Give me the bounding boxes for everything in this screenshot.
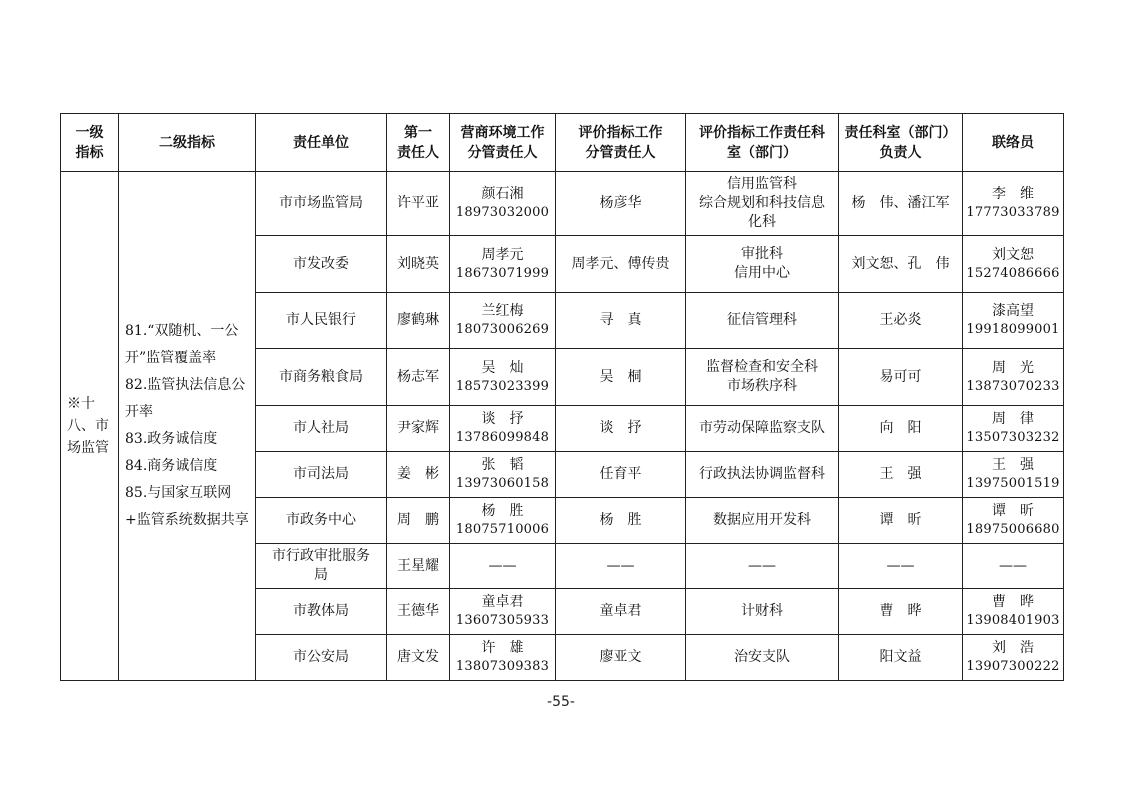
liaison-cell [963,172,1064,236]
env-lead-cell [450,635,556,681]
unit-cell: 市人民银行 [256,293,387,349]
dept-cell: 治安支队 [686,635,839,681]
eval-lead-cell: 廖亚文 [556,635,686,681]
env-lead-cell [450,589,556,635]
eval-lead-cell: 周孝元、傅传贵 [556,236,686,293]
env-lead-name: 兰红梅 [481,303,524,319]
unit-cell: 市商务粮食局 [256,349,387,406]
header-responsible-dept: 评价指标工作责任科 室（部门） [686,114,839,172]
env-lead-name: 吴 灿 [481,359,524,376]
header-level2-indicator: 二级指标 [119,114,256,172]
env-lead-cell [450,172,556,236]
header-liaison: 联络员 [963,114,1064,172]
env-lead-phone: 18573023399 [455,378,550,394]
env-lead-phone: 13607305933 [455,613,550,628]
unit-cell: 市司法局 [256,452,387,498]
dept-head-cell: 杨 伟、潘江军 [839,172,963,236]
liaison-phone: 13907300222 [966,659,1060,674]
env-lead-name: 张 韬 [481,457,524,473]
liaison-phone: 13975001519 [966,476,1060,491]
liaison-cell [963,589,1064,635]
level2-indicator-cell: 81.“双随机、一公开”监管覆盖率 82.监管执法信息公开率 83.政务诚信度 84.商务诚信度 85.与国家互联网+监管系统数据共享 [119,172,256,681]
unit-cell: 市行政审批服务 局 [256,544,387,589]
env-lead-phone: 13786099848 [455,430,550,445]
env-lead-phone: 13807309383 [455,659,550,674]
liaison-name: 王 强 [992,457,1034,473]
liaison-name: 刘文恕 [992,246,1034,263]
dept-head-cell: 向 阳 [839,406,963,452]
dept-cell: 监督检查和安全科 市场秩序科 [686,349,839,406]
page-number: -55- [547,694,575,710]
env-lead-name: 童卓君 [481,594,524,610]
eval-lead-cell: 谈 抒 [556,406,686,452]
eval-lead-cell: 任育平 [556,452,686,498]
header-first-responsible: 第一 责任人 [387,114,450,172]
unit-cell: 市市场监管局 [256,172,387,236]
first-responsible-cell: 廖鹤琳 [387,293,450,349]
eval-lead-cell: 杨 胜 [556,498,686,544]
first-responsible-cell: 刘晓英 [387,236,450,293]
dept-head-cell: 王 强 [839,452,963,498]
env-lead-name: 许 雄 [481,640,524,656]
responsibility-table-container [60,113,1063,681]
liaison-cell [963,349,1064,406]
eval-lead-cell: 杨彦华 [556,172,686,236]
eval-lead-cell: 童卓君 [556,589,686,635]
dept-head-cell: 王必炎 [839,293,963,349]
eval-lead-cell: 寻 真 [556,293,686,349]
unit-cell: 市政务中心 [256,498,387,544]
dept-head-cell: 刘文恕、孔 伟 [839,236,963,293]
env-lead-name: 颜石湘 [481,186,524,202]
unit-cell: 市人社局 [256,406,387,452]
dept-head-cell: 谭 昕 [839,498,963,544]
first-responsible-cell: 周 鹏 [387,498,450,544]
env-lead-cell [450,293,556,349]
header-business-env-lead: 营商环境工作 分管责任人 [450,114,556,172]
dept-head-cell: 易可可 [839,349,963,406]
liaison-phone: 18975006680 [966,522,1060,537]
dept-cell: —— [686,544,839,589]
liaison-phone: 13873070233 [966,378,1060,394]
first-responsible-cell: 王星耀 [387,544,450,589]
dept-cell: 信用监管科 综合规划和科技信息 化科 [686,172,839,236]
liaison-name: 谭 昕 [992,503,1034,519]
liaison-cell [963,452,1064,498]
env-lead-cell [450,236,556,293]
env-lead-phone: 18673071999 [455,265,550,281]
eval-lead-cell: —— [556,544,686,589]
dept-head-cell: 阳文益 [839,635,963,681]
env-lead-cell [450,544,556,589]
liaison-cell [963,498,1064,544]
dept-head-cell: 曹 晔 [839,589,963,635]
liaison-cell [963,406,1064,452]
dept-head-cell: —— [839,544,963,589]
liaison-name: 漆高望 [992,303,1034,319]
liaison-name: 周 律 [992,411,1034,427]
env-lead-phone: 13973060158 [455,476,550,491]
dept-cell: 市劳动保障监察支队 [686,406,839,452]
header-row [61,114,1064,172]
liaison-cell [963,293,1064,349]
liaison-phone: 15274086666 [966,265,1060,281]
header-dept-head: 责任科室（部门） 负责人 [839,114,963,172]
liaison-cell [963,635,1064,681]
dept-cell: 数据应用开发科 [686,498,839,544]
eval-lead-cell: 吴 桐 [556,349,686,406]
first-responsible-cell: 许平亚 [387,172,450,236]
header-responsible-unit: 责任单位 [256,114,387,172]
dept-cell: 审批科 信用中心 [686,236,839,293]
liaison-name: 曹 晔 [992,594,1034,610]
env-lead-name: 杨 胜 [481,503,524,519]
level1-indicator-cell: ※十 八、市 场监管 [61,172,119,681]
env-lead-name: 谈 抒 [481,411,524,427]
liaison-name: 刘 浩 [992,640,1034,656]
liaison-phone: 17773033789 [966,205,1060,220]
first-responsible-cell: 杨志军 [387,349,450,406]
env-lead-phone: 18075710006 [455,522,550,537]
unit-cell: 市发改委 [256,236,387,293]
liaison-name: 李 维 [992,186,1034,202]
liaison-phone: 19918099001 [966,322,1060,337]
first-responsible-cell: 王德华 [387,589,450,635]
header-level1-indicator: 一级 指标 [61,114,119,172]
liaison-name: 周 光 [992,359,1034,376]
header-eval-indicator-lead: 评价指标工作 分管责任人 [556,114,686,172]
unit-cell: 市公安局 [256,635,387,681]
unit-cell: 市教体局 [256,589,387,635]
env-lead-cell [450,349,556,406]
liaison-name: —— [999,557,1027,574]
table-row [61,172,1064,236]
env-lead-cell [450,452,556,498]
env-lead-cell [450,406,556,452]
liaison-cell [963,236,1064,293]
liaison-phone: 13908401903 [966,613,1060,628]
first-responsible-cell: 唐文发 [387,635,450,681]
liaison-phone: 13507303232 [966,430,1060,445]
dept-cell: 计财科 [686,589,839,635]
liaison-cell [963,544,1064,589]
env-lead-name: —— [488,557,517,574]
responsibility-table [60,113,1064,681]
env-lead-name: 周孝元 [481,246,524,263]
env-lead-cell [450,498,556,544]
dept-cell: 行政执法协调监督科 [686,452,839,498]
dept-cell: 征信管理科 [686,293,839,349]
env-lead-phone: 18973032000 [455,205,550,220]
first-responsible-cell: 姜 彬 [387,452,450,498]
first-responsible-cell: 尹家辉 [387,406,450,452]
env-lead-phone: 18073006269 [455,322,550,337]
